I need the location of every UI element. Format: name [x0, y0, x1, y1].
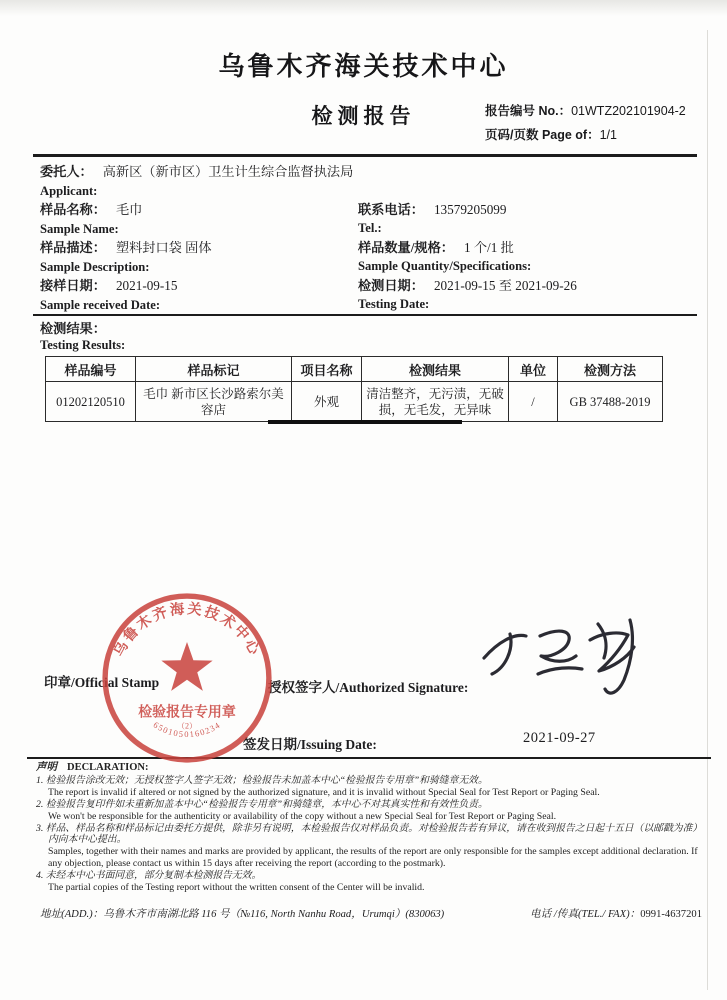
declaration-item-3-zh: 3. 样品、样品名称和样品标记由委托方提供，除非另有说明，本检验报告仅对样品负责。对检验报告若有异议，请在收到报告之日起十五日（以邮戳为准）内向本中心提出。	[36, 822, 698, 846]
results-label-zh: 检测结果：	[40, 321, 106, 336]
footer-telfax-label: 电话 /传真(TEL./ FAX)：	[530, 909, 641, 920]
declaration-title-en: DECLARATION:	[67, 762, 149, 773]
declaration-item-4-en: The partial copies of the Testing report without the written consent of the Center will be invalid.	[48, 882, 425, 894]
declaration-title-zh: 声明	[36, 762, 57, 773]
report-number-value: 01WTZ202101904-2	[571, 104, 686, 118]
cell-item-name: 外观	[292, 382, 362, 422]
sample-desc-label-en: Sample Description:	[40, 260, 150, 274]
received-date-row	[40, 276, 697, 295]
tel-cell	[358, 200, 506, 219]
page-number-label: 页码/页数 Page of：	[485, 128, 600, 142]
sample-desc-row-en	[40, 257, 697, 276]
sample-name-row	[40, 200, 697, 219]
end-of-results-line	[268, 420, 462, 424]
official-stamp-seal	[97, 588, 277, 768]
issuing-date-label: 签发日期/Issuing Date:	[243, 737, 377, 752]
testing-date-value: 2021-09-15 至 2021-09-26	[433, 278, 577, 293]
col-sample-no: 样品编号	[46, 357, 136, 382]
stamp-ring-text: 乌鲁木齐海关技术中心	[110, 601, 264, 660]
results-table	[45, 356, 663, 422]
results-label-en: Testing Results:	[40, 338, 126, 352]
declaration-item-3-en: Samples, together with their names and marks are provided by applicant, the results of the report are only responsible for the samples except additional declaration. If any objection, please contact us within 15 days after receiving the report (according to the postmark).	[48, 846, 698, 870]
declaration-item-1-zh: 1. 检验报告涂改无效；无授权签字人签字无效；检验报告未加盖本中心“检验报告专用章”和骑缝章无效。	[36, 774, 488, 786]
sample-name-value: 毛巾	[115, 202, 143, 217]
received-date-value: 2021-09-15	[115, 278, 178, 293]
sample-info-section	[40, 162, 697, 314]
col-item-name: 项目名称	[292, 357, 362, 382]
sample-name-label: 样品名称：	[40, 202, 106, 217]
declaration-item-1-en: The report is invalid if altered or not signed by the authorized signature, and it is invalid without Special Seal for Test Report or Paging Seal.	[48, 786, 600, 798]
footer-address	[40, 906, 444, 921]
footer-telfax-value: 0991-4637201	[640, 909, 702, 920]
sample-desc-row	[40, 238, 697, 257]
cell-test-result: 清洁整齐，无污渍，无破损，无毛发，无异味	[362, 382, 509, 422]
declaration-section	[36, 762, 698, 894]
footer	[40, 906, 702, 921]
authorized-signature-label: 授权签字人/Authorized Signature:	[268, 680, 469, 695]
info-divider	[33, 314, 697, 316]
cell-test-method: GB 37488-2019	[558, 382, 663, 422]
official-stamp-label: 印章/Official Stamp	[44, 675, 160, 690]
testing-date-label-en: Testing Date:	[358, 297, 430, 311]
stamp-star-icon	[161, 642, 212, 691]
consignor-value: 高新区（新市区）卫生计生综合监督执法局	[102, 164, 354, 179]
stamp-inner-sub: （2）	[176, 721, 198, 731]
sample-desc-value: 塑料封口袋 固体	[115, 240, 212, 255]
cell-sample-mark: 毛巾 新市区长沙路索尔美容店	[136, 382, 292, 422]
quantity-cell	[358, 238, 514, 257]
scan-artifact-right-edge	[707, 30, 708, 990]
report-title: 检测报告	[311, 105, 416, 128]
col-test-result: 检测结果	[362, 357, 509, 382]
tel-label: 联系电话：	[358, 202, 424, 217]
quantity-label-en: Sample Quantity/Specifications:	[358, 259, 532, 273]
received-date-label-en: Sample received Date:	[40, 298, 161, 312]
col-test-method: 检测方法	[558, 357, 663, 382]
sample-desc-label: 样品描述：	[40, 240, 106, 255]
consignor-label: 委托人：	[40, 164, 93, 179]
stamp-inner-text: 检验报告专用章	[138, 703, 236, 720]
scan-artifact-top	[0, 0, 727, 16]
sample-name-row-en	[40, 219, 697, 238]
tel-label-en: Tel.:	[358, 221, 382, 235]
declaration-item-4-zh: 4. 未经本中心书面同意，部分复制本检测报告无效。	[36, 870, 262, 882]
testing-date-cell	[358, 276, 577, 295]
col-sample-mark: 样品标记	[136, 357, 292, 382]
footer-address-value: 乌鲁木齐市南湖北路 116 号（№116, North Nanhu Road，Urumqi）(830063)	[103, 909, 445, 920]
organization-title: 乌鲁木齐海关技术中心	[218, 51, 509, 81]
footer-telfax	[530, 906, 702, 921]
col-unit: 单位	[509, 357, 558, 382]
handwritten-signature	[478, 606, 650, 698]
quantity-label: 样品数量/规格：	[358, 240, 454, 255]
declaration-item-2-zh: 2. 检验报告复印件如未重新加盖本中心“检验报告专用章”和骑缝章，本中心不对其真实性和有效性负责。	[36, 798, 488, 810]
results-table-header-row	[46, 357, 663, 382]
consignor-label-en: Applicant:	[40, 184, 98, 198]
stamp-serial: 6501050160234	[151, 719, 223, 740]
report-number-row	[485, 99, 686, 123]
received-date-label: 接样日期：	[40, 278, 106, 293]
cell-sample-no: 01202120510	[46, 382, 136, 422]
tel-value: 13579205099	[433, 202, 507, 217]
testing-date-label: 检测日期：	[358, 278, 424, 293]
report-meta	[485, 99, 686, 147]
quantity-value: 1 个/1 批	[463, 240, 514, 255]
page-number-value: 1/1	[599, 128, 617, 142]
consignor-row-en	[40, 181, 697, 200]
footer-address-label: 地址(ADD.)：	[40, 909, 104, 920]
issuing-date-value: 2021-09-27	[523, 730, 596, 746]
page-number-row	[485, 123, 686, 147]
sample-name-label-en: Sample Name:	[40, 222, 119, 236]
results-table-row	[46, 382, 663, 422]
declaration-item-2-en: We won't be responsible for the authenticity or availability of the copy without a new Special Seal for Test Report or Paging Seal.	[48, 810, 557, 822]
consignor-row	[40, 162, 697, 181]
report-number-label: 报告编号 No.：	[485, 104, 572, 118]
cell-unit: /	[509, 382, 558, 422]
header-divider	[33, 154, 697, 157]
received-date-row-en	[40, 295, 697, 314]
